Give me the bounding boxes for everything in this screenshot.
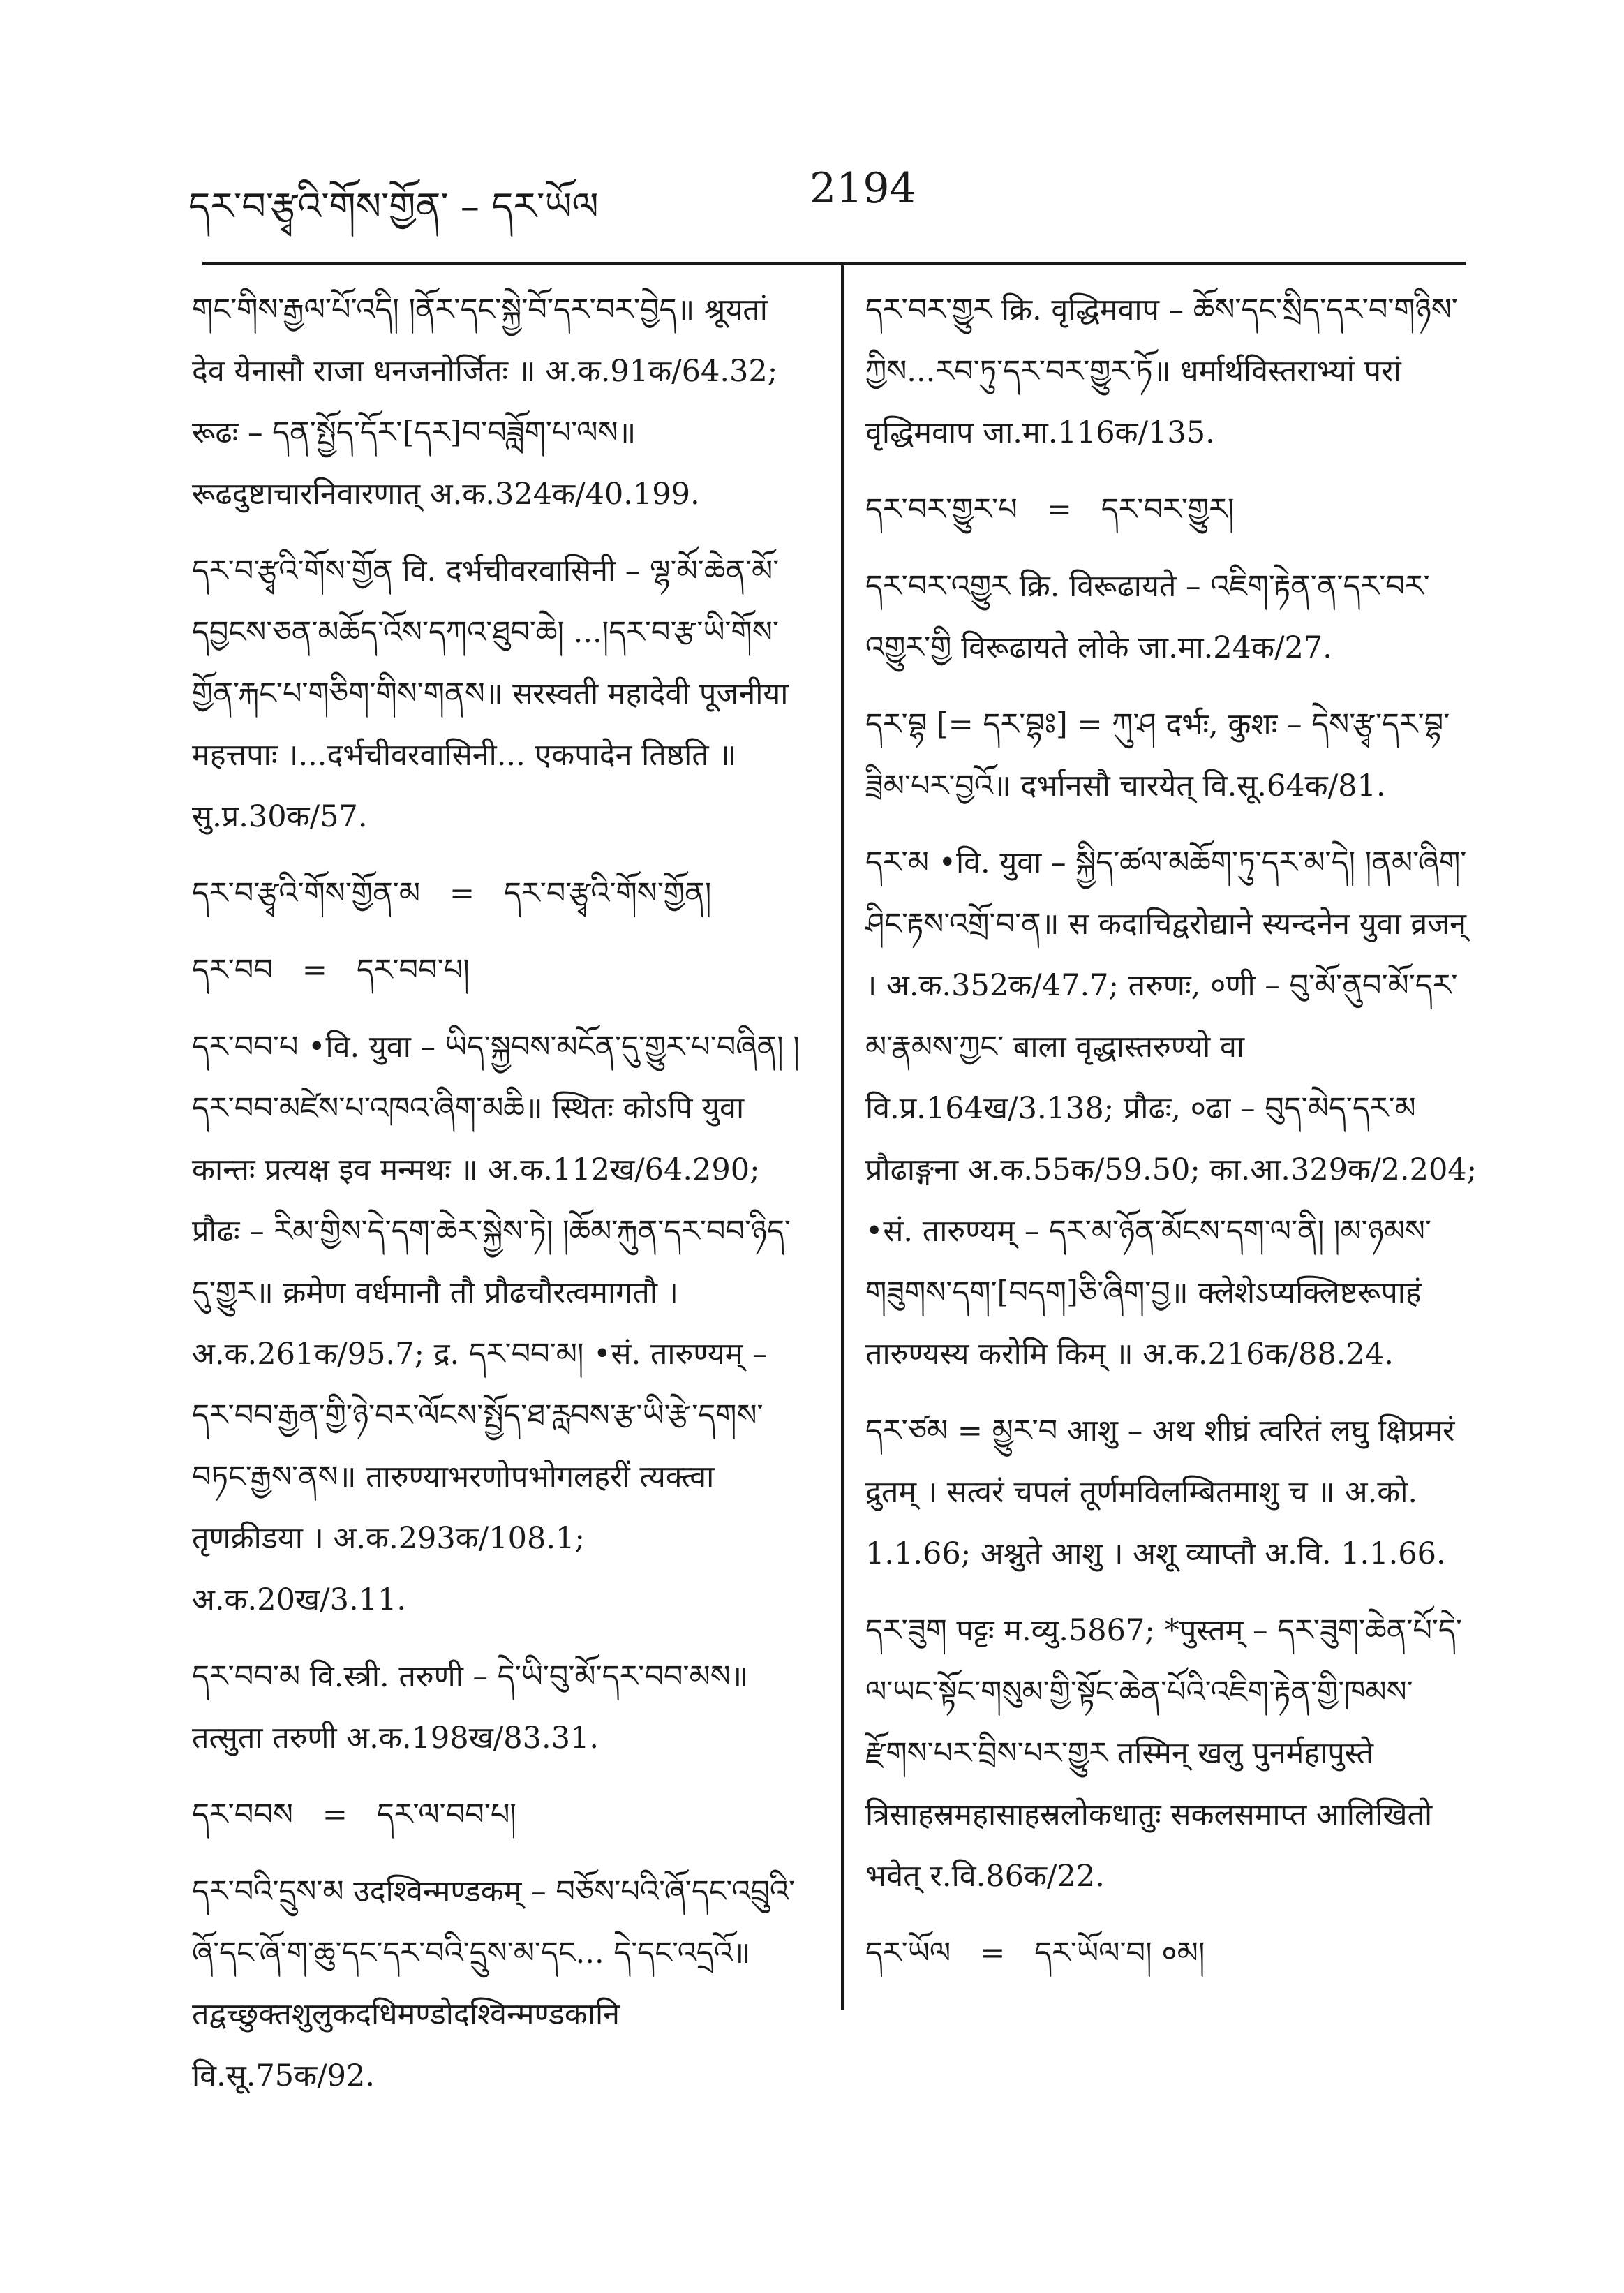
equals-sign: = xyxy=(1046,492,1072,527)
entry-body: पट्टः म.व्यु.5867; *पुस्तम् – དར་ཟུག་ཆེན་པོ་དེ་ལ་ཡང་སྟོང་གསུམ་གྱི་སྟོང་ཆེན་པོའི་འཇིག་རྟེན་གྱི་ཁམས་རྫོགས་པར་བྲིས་པར་གྱུར तस्मिन् खलु पुनर्महापुस्ते त्रिसाहस्रमहासाहस्रलोकधातुः सकलसमाप्त आलिखितो भवेत् र.वि.86क/22. xyxy=(865,1613,1462,1894)
xref-target: དར་བབ་པ། xyxy=(356,953,470,988)
entry-body: གང་གིས་རྒྱལ་པོ་འདི། །ནོར་དང་སྐྱེ་བོ་དར་བར་བྱེད॥ श्रूयतां देव येनासौ राजा धनजनोर्जितः ॥ अ.क.91क/64.32; रूढः – དན་སྤྱོད་དོར་[དར]བ་བཟློག་པ་ལས॥ रूढदुष्टाचारनिवारणात् अ.क.324क/40.199. xyxy=(192,292,778,512)
entry-body: उदश्विन्मण्डकम् – བཅོས་པའི་ཞོ་དང་འབྲུའི་ཞོ་དང་ཞོ་ག་ཆུ་དང་དར་བའི་དྲུས་མ་དང... དེ་དང་འདྲའོ॥ तद्वच्छुक्तशुलुकदधिमण्डोदश्विन्मण्डकानि वि.सू.75क/92. xyxy=(192,1874,796,2093)
headword: དར་ཡོལ xyxy=(865,1936,951,1971)
cross-reference xyxy=(192,863,806,924)
dictionary-entry xyxy=(192,863,806,924)
cross-reference xyxy=(192,940,806,1001)
equals-sign: = xyxy=(301,953,327,988)
xref-target: དར་ལ་བབ་པ། xyxy=(376,1797,516,1832)
page-header xyxy=(188,150,1445,234)
xref-target: དར་བར་གྱུར། xyxy=(1101,492,1235,527)
equals-sign: = xyxy=(322,1797,348,1832)
dictionary-entry xyxy=(192,1646,806,1769)
headword: དར་བབ xyxy=(192,953,273,988)
dictionary-entry xyxy=(192,540,806,847)
dictionary-entry xyxy=(865,1400,1480,1585)
headword: དར་བའི་དྲུས་མ xyxy=(192,1874,344,1909)
dictionary-entry xyxy=(192,279,806,525)
headword: དར་ཙམ xyxy=(865,1413,948,1448)
headword: དར་བར་འགྱུར xyxy=(865,569,1010,604)
headword: དར་བབ་མ xyxy=(192,1659,301,1694)
dictionary-entry xyxy=(192,940,806,1001)
cross-reference xyxy=(865,1922,1480,1984)
entry-body: वि. दर्भचीवरवासिनी – ལྷ་མོ་ཆེན་མོ་དབྱངས་ཅན་མཆོད་འོས་དཀའ་ཐུབ་ཆེ། ...།དར་བ་རྩ་ཡི་གོས་གྱོན་རྐང་པ་གཅིག་གིས་གནས॥ सरस्वती महादेवी पूजनीया महत्तपाः ।...दर्भचीवरवासिनी... एकपादेन तिष्ठति ॥ सु.प्र.30क/57. xyxy=(192,554,789,834)
headword: དར་བབས xyxy=(192,1797,293,1832)
dictionary-entry xyxy=(192,1784,806,1846)
headword: དར་བ་རྩྭའི་གོས་གྱོན་མ xyxy=(192,876,421,911)
dictionary-entry xyxy=(865,1922,1480,1984)
header-rule xyxy=(202,262,1466,265)
dictionary-entry xyxy=(865,279,1480,463)
entry-body: वि.स्त्री. तरुणी – དེ་ཡི་བུ་མོ་དར་བབ་མས॥ तत्सुता तरुणी अ.क.198ख/83.31. xyxy=(192,1659,749,1756)
entry-body: = མྱུར་བ आशु – अथ शीघ्रं त्वरितं लघु क्षिप्रमरं द्रुतम् । सत्वरं चपलं तूर्णमविलम्बितमाशु च ॥ अ.को. 1.1.66; अश्नुते आशु । अशू व्याप्तौ अ.वि. 1.1.66. xyxy=(865,1413,1455,1571)
dictionary-entry xyxy=(865,479,1480,540)
dictionary-entry xyxy=(192,1016,806,1631)
dictionary-entry xyxy=(865,832,1480,1385)
cross-reference xyxy=(192,1784,806,1846)
dictionary-entry xyxy=(865,556,1480,678)
dictionary-entry xyxy=(865,694,1480,817)
equals-sign: = xyxy=(449,876,475,911)
left-column xyxy=(192,279,806,2122)
entry-body: [= དར་བྷཿ] = ཀུ་ཤ दर्भः, कुशः – དེས་རྩྭ་དར་བྷ་ཟྲིམ་པར་བྱའོ॥ दर्भानसौ चारयेत् वि.सू.64क/81. xyxy=(865,707,1450,803)
cross-reference xyxy=(865,479,1480,540)
headword: དར་ཟུག xyxy=(865,1613,947,1648)
headword: དར་མ xyxy=(865,845,929,880)
xref-target: དར་བ་རྩྭའི་གོས་གྱོན། xyxy=(504,876,712,911)
entry-body: •वि. युवा – སྐྱིད་ཚལ་མཆོག་ཏུ་དར་མ་དེ། །ནམ་ཞིག་ཤིང་རྟས་འགྲོ་བ་ན॥ स कदाचिद्वरोद्याने स्यन्दनेन युवा व्रजन् । अ.क.352क/47.7; तरुणः, ०णी – བུ་མོ་ནུབ་མོ་དར་མ་རྣམས་ཀྱང་ बाला वृद्धास्तरुण्यो वा वि.प्र.164ख/3.138; प्रौढः, ०ढा – བུད་མེད་དར་མ प्रौढाङ्गना अ.क.55क/59.50; का.आ.329क/2.204; •सं. तारुण्यम् – དར་མ་ཉོན་མོངས་དག་ལ་ནི། །མ་ཉམས་གཟུགས་དག་[བདག]ཅི་ཞིག་བྱ॥ क्लेशेऽप्यक्लिष्टरूपाहं तारुण्यस्य करोमि किम् ॥ अ.क.216क/88.24. xyxy=(865,845,1477,1372)
headword: དར་བར་གྱུར xyxy=(865,292,992,327)
headword: དར་བ་རྩྭའི་གོས་གྱོན xyxy=(192,554,393,588)
headword: དར་བར་གྱུར་པ xyxy=(865,492,1018,527)
running-head: དར་བ་རྩྭའི་གོས་གྱོན་ – དར་ཡོལ xyxy=(188,184,599,228)
entry-body: •वि. युवा – ཡིད་སྐྱབས་མངོན་དུ་གྱུར་པ་བཞིན། །དར་བབ་མཛེས་པ་འཁའ་ཞིག་མཆི॥ स्थितः कोऽपि युवा कान्तः प्रत्यक्ष इव मन्मथः ॥ अ.क.112ख/64.290; प्रौढः – རིམ་གྱིས་དེ་དག་ཆེར་སྐྱེས་ཏེ། །ཆོམ་རྐུན་དར་བབ་ཉིད་དུ་གྱུར॥ क्रमेण वर्धमानौ तौ प्रौढचौरत्वमागतौ । अ.क.261क/95.7; द्र. དར་བབ་མ། •सं. तारुण्यम् – དར་བབ་རྒྱན་གྱི་ཉེ་བར་ལོངས་སྤྱོད་ཐ་རླབས་རྩ་ཡི་རྩེ་དགས་བཏང་རྒྱས་ནས॥ तारुण्याभरणोपभोगलहरीं त्यक्त्वा तृणक्रीडया । अ.क.293क/108.1; अ.क.20ख/3.11. xyxy=(192,1030,800,1617)
right-column xyxy=(865,279,1480,1999)
dictionary-entry xyxy=(865,1600,1480,1907)
column-divider xyxy=(841,265,844,2010)
page-number: 2194 xyxy=(810,164,916,213)
entry-body: क्रि. विरूढायते – འཇིག་རྟེན་ན་དར་བར་འགྱུར་གྱི विरूढायते लोके जा.मा.24क/27. xyxy=(865,569,1430,665)
headword: དར་བྷ xyxy=(865,707,928,742)
dictionary-entry xyxy=(192,1861,806,2107)
xref-target: དར་ཡོལ་བ། ०མ། xyxy=(1034,1936,1205,1971)
equals-sign: = xyxy=(980,1936,1006,1971)
headword: དར་བབ་པ xyxy=(192,1030,299,1064)
entry-body: क्रि. वृद्धिमवाप – ཆོས་དང་སྲིད་དར་བ་གཉིས་ཀྱིས...རབ་ཏུ་དར་བར་གྱུར་ཏོ॥ धर्मार्थविस्तराभ्यां परां वृद्धिमवाप जा.मा.116क/135. xyxy=(865,292,1458,450)
